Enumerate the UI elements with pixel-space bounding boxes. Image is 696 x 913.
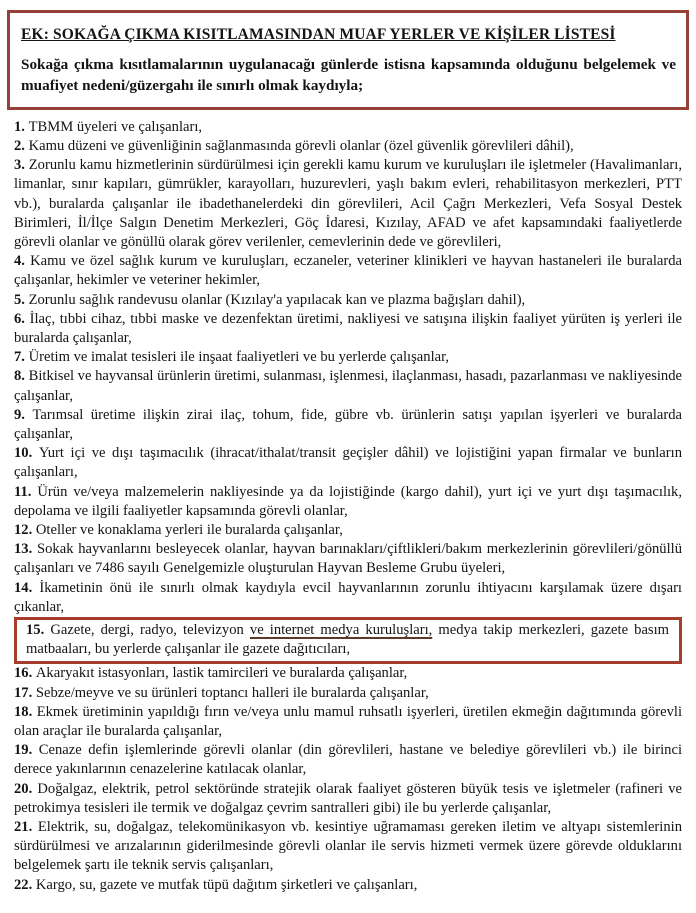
list-item-22 — [14, 876, 682, 895]
item-number: 6. — [14, 310, 30, 327]
item-number: 14. — [14, 579, 40, 596]
item-number: 1. — [14, 118, 29, 135]
item-text: Zorunlu sağlık randevusu olanlar (Kızılay'a yapılacak kan ve plazma bağışları dahil), — [28, 291, 526, 308]
item-number: 20. — [14, 780, 38, 797]
item-text: Ürün ve/veya malzemelerin nakliyesinde ya da lojistiğinde (kargo dahil), yurt içi ve yurt dışı taşımacılık, depolama ve ilgili faaliyetler kapsamında görevli olanlar, — [14, 483, 682, 519]
item-number: 21. — [14, 819, 38, 836]
item-text: Bitkisel ve hayvansal ürünlerin üretimi, sulanması, işlenmesi, ilaçlanması, hasadı, pazarlanması ve nakliyesinde çalışanlar, — [14, 368, 682, 404]
item-number: 10. — [14, 445, 39, 462]
item-number: 9. — [14, 406, 33, 423]
item-number: 22. — [14, 876, 36, 893]
list-item-11 — [14, 483, 682, 521]
list-item-5 — [14, 291, 682, 310]
list-item-9 — [14, 406, 682, 444]
item-number: 19. — [14, 742, 39, 759]
list-item-12 — [14, 521, 682, 540]
item-text: Tarımsal üretime ilişkin zirai ilaç, tohum, fide, gübre vb. ürünlerin satışı yapılan işyerleri ve buralarda çalışanlar, — [14, 406, 682, 442]
list-item-18 — [14, 703, 682, 741]
item-text: Sokak hayvanlarını besleyecek olanlar, hayvan barınakları/çiftlikleri/bakım merkezlerinin görevlileri/gönüllü çalışanları ve 7486 sayılı Genelgemizle oluşturulan Hayvan Besleme Grubu üyeleri, — [14, 541, 682, 577]
item-number: 13. — [14, 541, 37, 558]
exemption-title-box — [7, 10, 689, 110]
list-item-21 — [14, 818, 682, 876]
item-number: 7. — [14, 349, 29, 366]
list-item-19 — [14, 741, 682, 779]
item-text: Yurt içi ve dışı taşımacılık (ihracat/ithalat/transit geçişler dâhil) ve lojistiğini yapan firmalar ve bunların çalışanları, — [14, 445, 682, 481]
item-text: Ekmek üretiminin yapıldığı fırın ve/veya unlu mamul ruhsatlı işyerleri, üretilen ekmeğin dağıtımında görevli olan araçlar ile buralarda çalışanlar, — [14, 703, 683, 740]
list-item-7 — [14, 348, 682, 367]
exemption-subtitle: Sokağa çıkma kısıtlamalarının uygulanacağı günlerde istisna kapsamında olduğunu belgelemek ve muafiyet nedeni/güzergahı ile sınırlı olmak kaydıyla; — [21, 56, 676, 95]
item-number: 3. — [14, 157, 29, 174]
item-text: TBMM üyeleri ve çalışanları, — [28, 118, 203, 135]
list-item-10 — [14, 444, 682, 482]
item-number: 18. — [14, 703, 37, 720]
item-text: Sebze/meyve ve su ürünleri toptancı halleri ile buralarda çalışanlar, — [35, 684, 429, 701]
item-number: 11. — [14, 483, 38, 500]
list-item-13 — [14, 540, 682, 578]
item-text: Akaryakıt istasyonları, lastik tamircileri ve buralarda çalışanlar, — [35, 665, 408, 682]
item-text: Kargo, su, gazete ve mutfak tüpü dağıtım şirketleri ve çalışanları, — [35, 876, 418, 893]
item-number: 8. — [14, 368, 29, 385]
list-item-14 — [14, 579, 682, 617]
item-text: İlaç, tıbbi cihaz, tıbbi maske ve dezenfektan üretimi, nakliyesi ve satışına ilişkin faaliyet yürüten iş yerleri ile buralarda çalışanlar, — [14, 310, 683, 346]
item-text: Kamu düzeni ve güvenliğinin sağlanmasında görevli olanlar (özel güvenlik görevlileri dâhil), — [28, 137, 574, 154]
list-item-3 — [14, 156, 682, 252]
item-text: Doğalgaz, elektrik, petrol sektöründe stratejik olarak faaliyet gösteren büyük tesis ve işletmeler (rafineri ve petrokimya tesisleri ile termik ve doğalgaz çevrim santralleri gibi) ile bu yerlerde çalışanlar, — [14, 780, 683, 816]
item-text: Elektrik, su, doğalgaz, telekomünikasyon vb. kesintiye uğramaması gereken iletim ve altyapı sistemlerinin sürdürülmesi ve arızalarının giderilmesinde görevli olanlar ile servis hizmeti vermek üzere görevde olduklarını belgelemek şartı ile teknik servis çalışanları, — [14, 819, 682, 874]
item-number: 17. — [14, 684, 36, 701]
item-text: İkametinin önü ile sınırlı olmak kaydıyla evcil hayvanlarının zorunlu ihtiyacını karşılamak üzere dışarı çıkanlar, — [14, 579, 682, 615]
list-item-2 — [14, 137, 682, 156]
item-number: 5. — [14, 291, 29, 308]
underlined-phrase: ve internet medya kuruluşları, — [249, 622, 433, 638]
item-text: medya takip merkezleri, gazete basım matbaaları, bu yerlerde çalışanlar ile gazete dağıtıcıları, — [26, 622, 670, 658]
item-number: 2. — [14, 137, 29, 154]
item-text: Gazete, dergi, radyo, televizyon — [50, 622, 250, 638]
list-item-20 — [14, 780, 682, 818]
list-item-8 — [14, 367, 682, 405]
list-item-15 — [14, 617, 682, 664]
list-item-1 — [14, 118, 682, 137]
item-text: Kamu ve özel sağlık kurum ve kuruluşları, eczaneler, veteriner klinikleri ve hayvan hastaneleri ile buralarda çalışanlar, hekimler ve veteriner hekimler, — [14, 253, 682, 289]
list-item-17 — [14, 684, 682, 703]
item-text: Oteller ve konaklama yerleri ile buralarda çalışanlar, — [35, 521, 343, 538]
item-number: 4. — [14, 253, 31, 270]
item-text: Zorunlu kamu hizmetlerinin sürdürülmesi için gerekli kamu kurum ve kuruluşları ile işletmeler (Havalimanları, limanlar, sınır kapıları, gümrükler, karayolları, huzurevleri, yaşlı bakım evleri, rehabilitasyon merkezleri, PTT vb.), buralarda çalışanlar ile ibadethanelerdeki din görevlileri, Acil Çağrı Merkezleri, Vefa Sosyal Destek Birimleri, İl/İlçe Salgın Denetim Merkezleri, Göç İdaresi, Kızılay, AFAD ve afet kapsamındaki faaliyetlerde görevli olanlar ve gönüllü olarak görev verilenler, cemevlerinin dede ve görevlileri, — [14, 157, 682, 250]
item-number: 15. — [26, 622, 51, 638]
list-item-6 — [14, 310, 682, 348]
list-item-16 — [14, 664, 682, 683]
page-title: EK: SOKAĞA ÇIKMA KISITLAMASINDAN MUAF YERLER VE KİŞİLER LİSTESİ — [21, 26, 616, 43]
item-number: 12. — [14, 521, 36, 538]
exemption-list — [14, 118, 682, 895]
list-item-4 — [14, 252, 682, 290]
item-text: Üretim ve imalat tesisleri ile inşaat faaliyetleri ve bu yerlerde çalışanlar, — [28, 349, 450, 366]
item-text: Cenaze defin işlemlerinde görevli olanlar (din görevlileri, hastane ve belediye görevlileri vb.) ile birinci derece yakınlarının cenazelerine katılacak olanlar, — [14, 742, 683, 778]
item-number: 16. — [14, 665, 36, 682]
